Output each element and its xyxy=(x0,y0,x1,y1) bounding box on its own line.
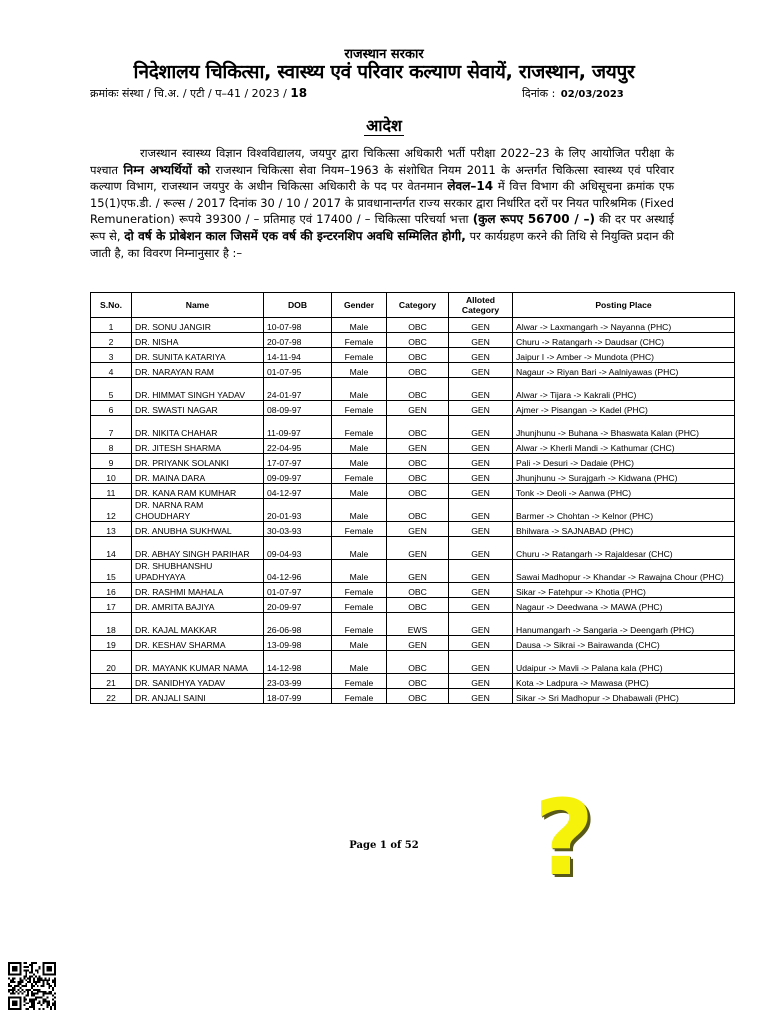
cell-sno: 9 xyxy=(91,454,132,469)
cell-category: OBC xyxy=(387,689,449,704)
cell-dob: 30-03-93 xyxy=(264,522,332,537)
table-row xyxy=(91,401,735,416)
cell-sno: 17 xyxy=(91,598,132,613)
posting-table xyxy=(90,292,735,704)
cell-name: DR. NARAYAN RAM xyxy=(132,363,264,378)
cell-alloted-category: GEN xyxy=(449,651,513,674)
cell-gender: Female xyxy=(332,583,387,598)
table-row xyxy=(91,333,735,348)
header-dob: DOB xyxy=(264,293,332,318)
table-row xyxy=(91,439,735,454)
cell-sno: 12 xyxy=(91,499,132,522)
table-row xyxy=(91,416,735,439)
cell-category: GEN xyxy=(387,537,449,560)
cell-alloted-category: GEN xyxy=(449,318,513,333)
cell-name: DR. NISHA xyxy=(132,333,264,348)
cell-dob: 08-09-97 xyxy=(264,401,332,416)
cell-category: OBC xyxy=(387,674,449,689)
cell-dob: 24-01-97 xyxy=(264,378,332,401)
cell-sno: 20 xyxy=(91,651,132,674)
header-category: Category xyxy=(387,293,449,318)
cell-category: OBC xyxy=(387,598,449,613)
cell-name: DR. NARNA RAM CHOUDHARY xyxy=(132,499,264,522)
cell-alloted-category: GEN xyxy=(449,499,513,522)
cell-alloted-category: GEN xyxy=(449,378,513,401)
cell-dob: 22-04-95 xyxy=(264,439,332,454)
cell-name: DR. ANUBHA SUKHWAL xyxy=(132,522,264,537)
cell-name: DR. SUNITA KATARIYA xyxy=(132,348,264,363)
table-row xyxy=(91,598,735,613)
table-row xyxy=(91,469,735,484)
cell-alloted-category: GEN xyxy=(449,484,513,499)
cell-alloted-category: GEN xyxy=(449,613,513,636)
cell-sno: 2 xyxy=(91,333,132,348)
cell-category: OBC xyxy=(387,333,449,348)
cell-category: GEN xyxy=(387,636,449,651)
cell-name: DR. ANJALI SAINI xyxy=(132,689,264,704)
table-row xyxy=(91,689,735,704)
cell-posting-place: Ajmer -> Pisangan -> Kadel (PHC) xyxy=(513,401,735,416)
header-alloted-category: Alloted Category xyxy=(449,293,513,318)
cell-alloted-category: GEN xyxy=(449,363,513,378)
header-sno: S.No. xyxy=(91,293,132,318)
cell-dob: 17-07-97 xyxy=(264,454,332,469)
directorate-heading: निदेशालय चिकित्सा, स्वास्थ्य एवं परिवार कल्याण सेवायें, राजस्थान, जयपुर xyxy=(133,61,635,83)
cell-sno: 6 xyxy=(91,401,132,416)
cell-name: DR. SONU JANGIR xyxy=(132,318,264,333)
table-row xyxy=(91,318,735,333)
cell-sno: 19 xyxy=(91,636,132,651)
cell-category: GEN xyxy=(387,439,449,454)
cell-alloted-category: GEN xyxy=(449,401,513,416)
cell-posting-place: Alwar -> Tijara -> Kakrali (PHC) xyxy=(513,378,735,401)
cell-category: OBC xyxy=(387,469,449,484)
reference-serial: 18 xyxy=(290,86,308,100)
cell-posting-place: Sikar -> Sri Madhopur -> Dhabawali (PHC) xyxy=(513,689,735,704)
cell-posting-place: Nagaur -> Deedwana -> MAWA (PHC) xyxy=(513,598,735,613)
cell-posting-place: Pali -> Desuri -> Dadaie (PHC) xyxy=(513,454,735,469)
cell-sno: 16 xyxy=(91,583,132,598)
cell-alloted-category: GEN xyxy=(449,348,513,363)
cell-dob: 01-07-97 xyxy=(264,583,332,598)
cell-dob: 01-07-95 xyxy=(264,363,332,378)
cell-dob: 14-11-94 xyxy=(264,348,332,363)
cell-alloted-category: GEN xyxy=(449,439,513,454)
cell-alloted-category: GEN xyxy=(449,560,513,583)
cell-posting-place: Bhilwara -> SAJNABAD (PHC) xyxy=(513,522,735,537)
cell-dob: 23-03-99 xyxy=(264,674,332,689)
cell-gender: Female xyxy=(332,613,387,636)
cell-dob: 18-07-99 xyxy=(264,689,332,704)
cell-gender: Male xyxy=(332,499,387,522)
cell-gender: Female xyxy=(332,598,387,613)
cell-name: DR. ABHAY SINGH PARIHAR xyxy=(132,537,264,560)
cell-category: OBC xyxy=(387,651,449,674)
cell-posting-place: Alwar -> Laxmangarh -> Nayanna (PHC) xyxy=(513,318,735,333)
cell-posting-place: Tonk -> Deoli -> Aanwa (PHC) xyxy=(513,484,735,499)
cell-name: DR. SHUBHANSHU UPADHYAYA xyxy=(132,560,264,583)
cell-posting-place: Kota -> Ladpura -> Mawasa (PHC) xyxy=(513,674,735,689)
cell-posting-place: Jhunjhunu -> Surajgarh -> Kidwana (PHC) xyxy=(513,469,735,484)
cell-alloted-category: GEN xyxy=(449,333,513,348)
date-label: दिनांक : xyxy=(522,87,556,100)
cell-gender: Male xyxy=(332,378,387,401)
cell-gender: Female xyxy=(332,674,387,689)
cell-category: OBC xyxy=(387,348,449,363)
cell-name: DR. AMRITA BAJIYA xyxy=(132,598,264,613)
table-row xyxy=(91,537,735,560)
cell-posting-place: Jhunjhunu -> Buhana -> Bhaswata Kalan (PHC) xyxy=(513,416,735,439)
cell-category: OBC xyxy=(387,484,449,499)
cell-posting-place: Sikar -> Fatehpur -> Khotia (PHC) xyxy=(513,583,735,598)
reference-number xyxy=(90,86,307,101)
cell-posting-place: Hanumangarh -> Sangaria -> Deengarh (PHC) xyxy=(513,613,735,636)
government-heading: राजस्थान सरकार xyxy=(344,47,424,62)
cell-gender: Female xyxy=(332,522,387,537)
table-row xyxy=(91,484,735,499)
cell-gender: Male xyxy=(332,537,387,560)
order-paragraph: राजस्थान स्वास्थ्य विज्ञान विश्वविद्यालय, जयपुर द्वारा चिकित्सा अधिकारी भर्ती परीक्षा 2022–23 के लिए आयोजित परीक्षा के पश्चात निम्न अभ्यर्थियों को राजस्थान चिकित्सा सेवा नियम–1963 के संशोधित नियम 2011 के अन्तर्गत चिकित्सा स्वास्थ्य एवं परिवार कल्याण विभाग, राजस्थान जयपुर के अधीन चिकित्सा अधिकारी के पद पर वेतनमान लेवल–14 में वित्त विभाग की अधिसूचना क्रमांक एफ 15(1)एफ.डी. / रूल्स / 2017 दिनांक 30 / 10 / 2017 के प्रावधानान्तर्गत राज्य सरकार द्वारा निर्धारित दरों पर नियत पारिश्रमिक (Fixed Remuneration) रूपये 39300 / – प्रतिमाह एवं 17400 / – चिकित्सा परिचर्या भत्ता (कुल रूपए 56700 / –) की दर पर अस्थाई रूप से, दो वर्ष के प्रोबेशन काल जिसमें एक वर्ष की इन्टरनशिप अवधि सम्मिलित होगी, पर कार्यग्रहण करने की तिथि से नियुक्ति प्रदान की जाती है, का विवरण निम्नानुसार है :– xyxy=(90,146,674,260)
order-date xyxy=(522,86,624,101)
cell-gender: Male xyxy=(332,318,387,333)
cell-category: EWS xyxy=(387,613,449,636)
cell-posting-place: Sawai Madhopur -> Khandar -> Rawajna Chour (PHC) xyxy=(513,560,735,583)
cell-sno: 15 xyxy=(91,560,132,583)
cell-gender: Female xyxy=(332,348,387,363)
cell-dob: 20-07-98 xyxy=(264,333,332,348)
table-header-row xyxy=(91,293,735,318)
table-row xyxy=(91,583,735,598)
cell-category: OBC xyxy=(387,583,449,598)
cell-sno: 5 xyxy=(91,378,132,401)
cell-posting-place: Udaipur -> Mavli -> Palana kala (PHC) xyxy=(513,651,735,674)
cell-dob: 04-12-97 xyxy=(264,484,332,499)
table-row xyxy=(91,613,735,636)
cell-sno: 8 xyxy=(91,439,132,454)
table-row xyxy=(91,522,735,537)
cell-gender: Female xyxy=(332,689,387,704)
qr-code-icon xyxy=(8,962,56,1010)
cell-name: DR. KAJAL MAKKAR xyxy=(132,613,264,636)
page-number: Page 1 of 52 xyxy=(349,840,419,851)
cell-category: OBC xyxy=(387,416,449,439)
cell-sno: 10 xyxy=(91,469,132,484)
cell-sno: 11 xyxy=(91,484,132,499)
cell-posting-place: Barmer -> Chohtan -> Kelnor (PHC) xyxy=(513,499,735,522)
cell-sno: 22 xyxy=(91,689,132,704)
cell-name: DR. NIKITA CHAHAR xyxy=(132,416,264,439)
cell-gender: Male xyxy=(332,636,387,651)
header-gender: Gender xyxy=(332,293,387,318)
cell-posting-place: Jaipur I -> Amber -> Mundota (PHC) xyxy=(513,348,735,363)
cell-alloted-category: GEN xyxy=(449,636,513,651)
cell-gender: Male xyxy=(332,484,387,499)
cell-sno: 7 xyxy=(91,416,132,439)
cell-gender: Male xyxy=(332,651,387,674)
cell-name: DR. MAINA DARA xyxy=(132,469,264,484)
question-mark-icon: ? xyxy=(534,777,595,899)
cell-category: OBC xyxy=(387,318,449,333)
table-row xyxy=(91,378,735,401)
cell-posting-place: Churu -> Ratangarh -> Rajaldesar (CHC) xyxy=(513,537,735,560)
cell-dob: 14-12-98 xyxy=(264,651,332,674)
cell-dob: 13-09-98 xyxy=(264,636,332,651)
cell-name: DR. KESHAV SHARMA xyxy=(132,636,264,651)
table-row xyxy=(91,348,735,363)
cell-alloted-category: GEN xyxy=(449,416,513,439)
cell-gender: Male xyxy=(332,560,387,583)
cell-name: DR. HIMMAT SINGH YADAV xyxy=(132,378,264,401)
cell-dob: 20-09-97 xyxy=(264,598,332,613)
reference-prefix: क्रमांकः संस्था / चि.अ. / एटी / प–41 / 2023 / xyxy=(90,87,287,100)
cell-gender: Female xyxy=(332,401,387,416)
cell-posting-place: Alwar -> Kherli Mandi -> Kathumar (CHC) xyxy=(513,439,735,454)
cell-posting-place: Churu -> Ratangarh -> Daudsar (CHC) xyxy=(513,333,735,348)
cell-gender: Male xyxy=(332,363,387,378)
cell-category: OBC xyxy=(387,499,449,522)
table-row xyxy=(91,499,735,522)
cell-dob: 10-07-98 xyxy=(264,318,332,333)
table-row xyxy=(91,651,735,674)
cell-sno: 14 xyxy=(91,537,132,560)
cell-sno: 3 xyxy=(91,348,132,363)
cell-name: DR. PRIYANK SOLANKI xyxy=(132,454,264,469)
cell-category: GEN xyxy=(387,401,449,416)
table-row xyxy=(91,636,735,651)
cell-posting-place: Nagaur -> Riyan Bari -> Aalniyawas (PHC) xyxy=(513,363,735,378)
cell-dob: 09-04-93 xyxy=(264,537,332,560)
cell-dob: 04-12-96 xyxy=(264,560,332,583)
cell-alloted-category: GEN xyxy=(449,598,513,613)
cell-name: DR. MAYANK KUMAR NAMA xyxy=(132,651,264,674)
cell-category: OBC xyxy=(387,378,449,401)
header-posting-place: Posting Place xyxy=(513,293,735,318)
order-title: आदेश xyxy=(366,116,402,135)
cell-alloted-category: GEN xyxy=(449,583,513,598)
cell-dob: 09-09-97 xyxy=(264,469,332,484)
cell-sno: 18 xyxy=(91,613,132,636)
cell-category: GEN xyxy=(387,522,449,537)
table-row xyxy=(91,560,735,583)
table-row xyxy=(91,454,735,469)
cell-alloted-category: GEN xyxy=(449,454,513,469)
cell-alloted-category: GEN xyxy=(449,689,513,704)
cell-gender: Female xyxy=(332,469,387,484)
cell-sno: 21 xyxy=(91,674,132,689)
table-row xyxy=(91,674,735,689)
cell-alloted-category: GEN xyxy=(449,537,513,560)
cell-alloted-category: GEN xyxy=(449,674,513,689)
cell-gender: Female xyxy=(332,416,387,439)
cell-sno: 13 xyxy=(91,522,132,537)
cell-sno: 4 xyxy=(91,363,132,378)
date-value: 02/03/2023 xyxy=(560,89,624,100)
cell-sno: 1 xyxy=(91,318,132,333)
cell-dob: 26-06-98 xyxy=(264,613,332,636)
cell-name: DR. RASHMI MAHALA xyxy=(132,583,264,598)
cell-category: GEN xyxy=(387,560,449,583)
cell-name: DR. JITESH SHARMA xyxy=(132,439,264,454)
cell-name: DR. KANA RAM KUMHAR xyxy=(132,484,264,499)
table-row xyxy=(91,363,735,378)
cell-alloted-category: GEN xyxy=(449,469,513,484)
cell-posting-place: Dausa -> Sikrai -> Bairawanda (CHC) xyxy=(513,636,735,651)
cell-category: OBC xyxy=(387,363,449,378)
cell-name: DR. SANIDHYA YADAV xyxy=(132,674,264,689)
cell-category: OBC xyxy=(387,454,449,469)
cell-gender: Male xyxy=(332,454,387,469)
cell-gender: Male xyxy=(332,439,387,454)
cell-alloted-category: GEN xyxy=(449,522,513,537)
cell-dob: 20-01-93 xyxy=(264,499,332,522)
cell-gender: Female xyxy=(332,333,387,348)
cell-dob: 11-09-97 xyxy=(264,416,332,439)
header-name: Name xyxy=(132,293,264,318)
cell-name: DR. SWASTI NAGAR xyxy=(132,401,264,416)
